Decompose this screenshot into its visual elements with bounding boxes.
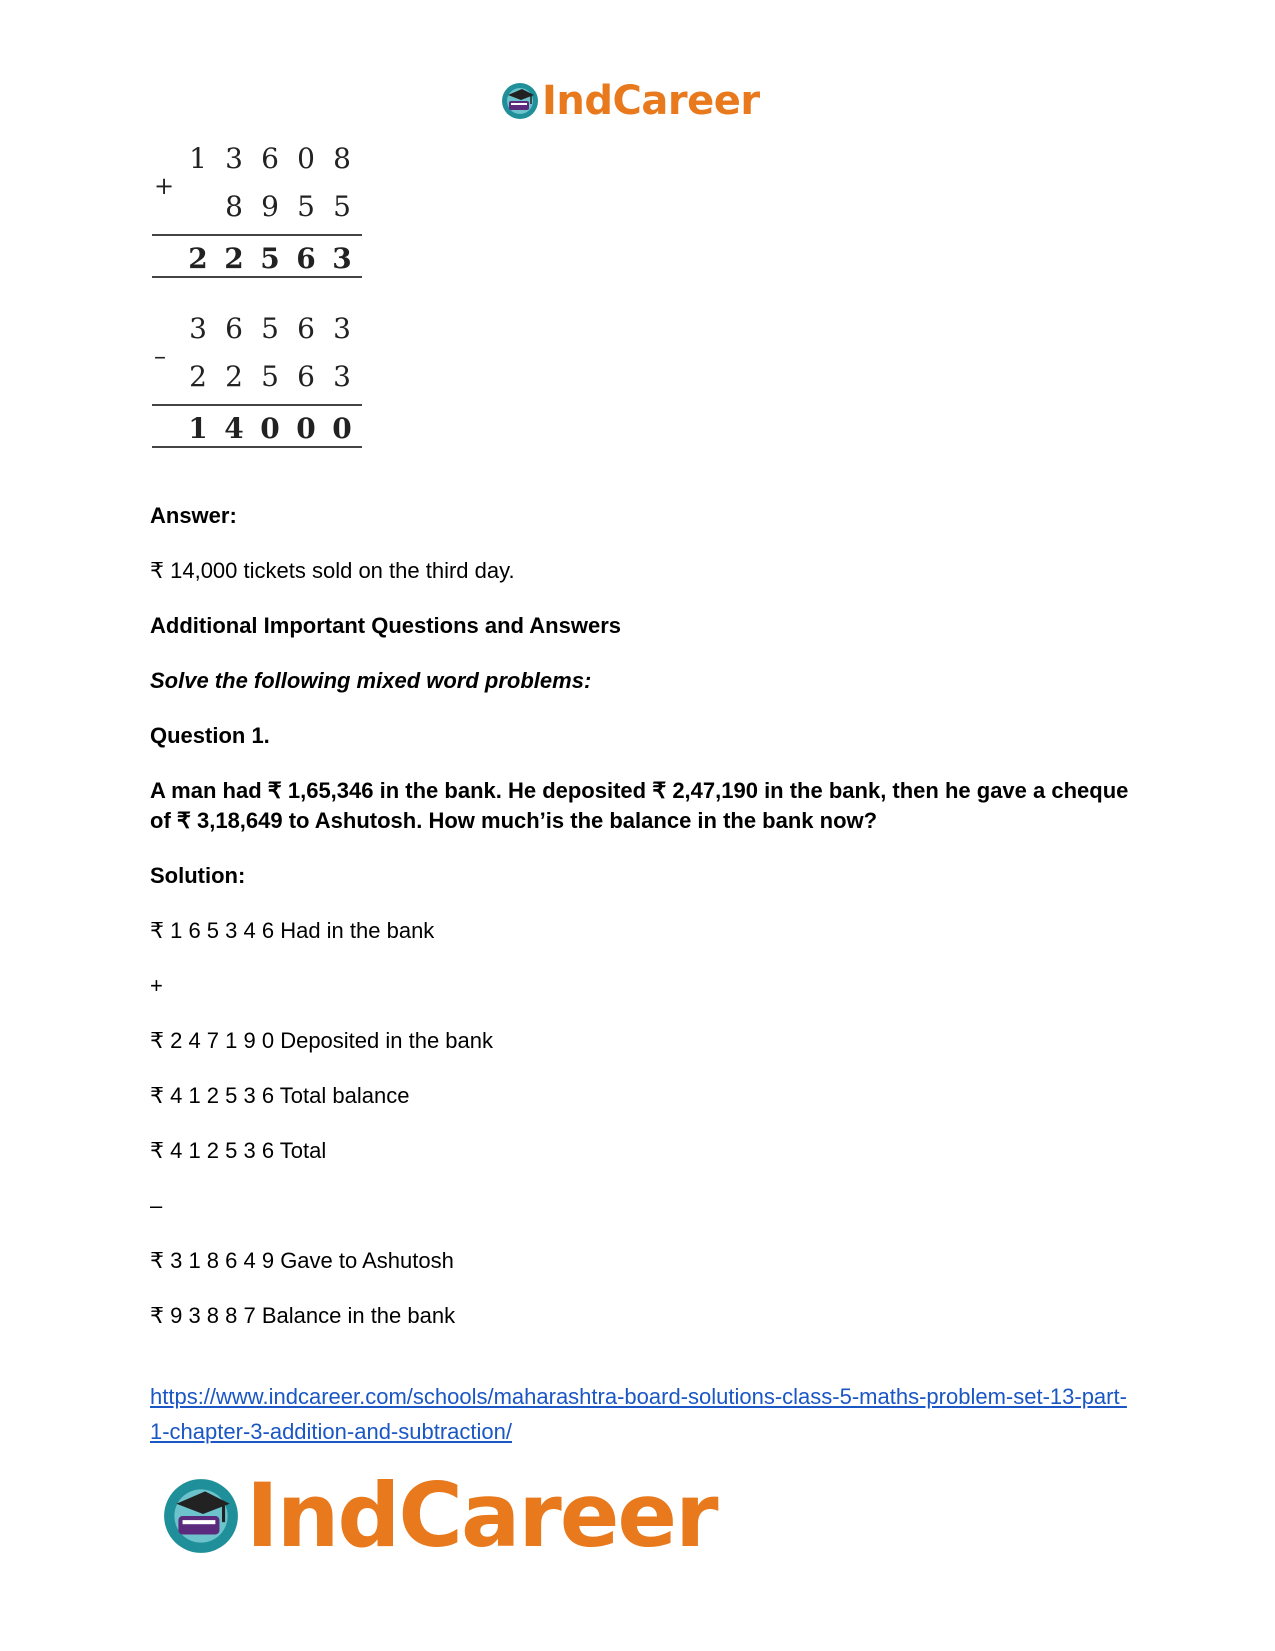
indcareer-logo-bottom (160, 1464, 717, 1567)
question-text: A man had ₹ 1,65,346 in the bank. He deposited ₹ 2,47,190 in the bank, then he gave a cheque of ₹ 3,18,649 to Ashutosh. How much’is the balance in the bank now? (150, 778, 1129, 833)
solution-line: ₹ 1 6 5 3 4 6 Had in the bank (150, 918, 435, 943)
subtraction-worked-example (152, 312, 364, 452)
source-link[interactable]: https://www.indcareer.com/schools/maharashtra-board-solutions-class-5-maths-problem-set-13-part-1-chapter-3-addition-and-subtraction/ (150, 1384, 1127, 1444)
solution-label: Solution: (150, 863, 246, 888)
difference-rule (152, 404, 362, 406)
answer-text: ₹ 14,000 tickets sold on the third day. (150, 558, 515, 583)
minus-sign: – (154, 342, 166, 370)
graduation-cap-icon (500, 81, 540, 121)
graduation-cap-icon (160, 1475, 242, 1557)
sum-underline (152, 276, 362, 278)
solution-line: + (150, 973, 163, 998)
brand-name: IndCareer (246, 1464, 717, 1567)
solution-line: ₹ 4 1 2 5 3 6 Total balance (150, 1083, 410, 1108)
indcareer-logo-top (500, 78, 760, 124)
solution-line: ₹ 4 1 2 5 3 6 Total (150, 1138, 327, 1163)
subtrahend: 2 2 5 6 3 (189, 360, 351, 393)
solution-line: ₹ 2 4 7 1 9 0 Deposited in the bank (150, 1028, 494, 1053)
minuend: 3 6 5 6 3 (189, 312, 351, 345)
section-heading: Additional Important Questions and Answers (150, 613, 622, 638)
brand-name: IndCareer (542, 78, 760, 124)
plus-sign: + (154, 172, 175, 200)
sum-result: 2 2 5 6 3 (188, 242, 352, 275)
solution-line: ₹ 3 1 8 6 4 9 Gave to Ashutosh (150, 1248, 454, 1273)
instruction-text: Solve the following mixed word problems: (150, 668, 592, 693)
solution-line: ₹ 9 3 8 8 7 Balance in the bank (150, 1303, 456, 1328)
addend-bottom: 8 9 5 5 (225, 190, 351, 223)
addition-worked-example (152, 140, 364, 280)
difference-underline (152, 446, 362, 448)
difference-result: 1 4 0 0 0 (188, 412, 352, 445)
sum-rule (152, 234, 362, 236)
question-label: Question 1. (150, 723, 270, 748)
addend-top: 1 3 6 0 8 (189, 142, 351, 175)
answer-label: Answer: (150, 503, 237, 528)
solution-line: – (150, 1193, 163, 1218)
